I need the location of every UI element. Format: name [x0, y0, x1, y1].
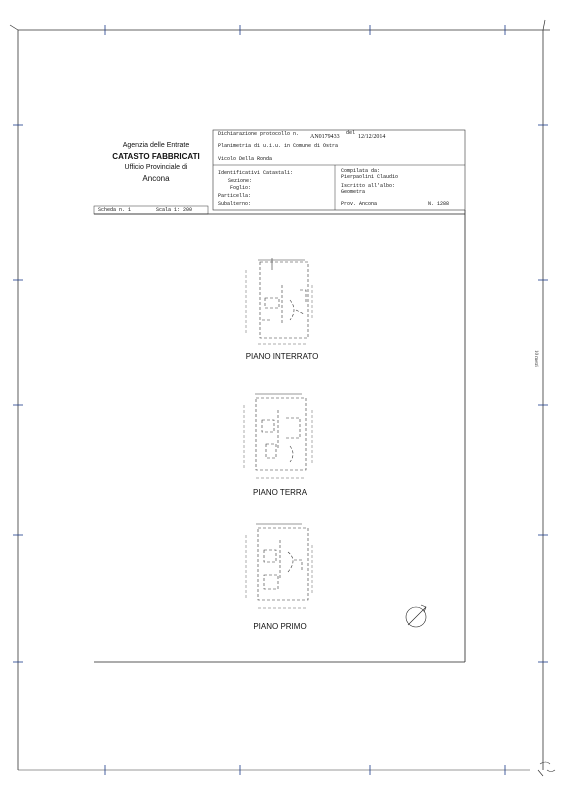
plan-primo-drawing [246, 524, 312, 608]
protocol-number: AN0179433 [310, 134, 340, 140]
subalterno-label: Subalterno: [218, 201, 252, 207]
ufficio-label: Ufficio Provinciale di [124, 164, 188, 171]
register-number: N. 1288 [428, 201, 450, 207]
catasto-title: CATASTO FABBRICATI [112, 152, 200, 161]
protocol-date: 12/12/2014 [358, 134, 386, 140]
plan-interrato-drawing [246, 258, 312, 344]
plan-label-interrato: PIANO INTERRATO [245, 352, 319, 361]
plan-terra-drawing [244, 394, 312, 478]
scale-label: Scala 1: 200 [156, 207, 193, 213]
identifiers-title: Identificativi Catastali: [218, 170, 294, 176]
agency-block [96, 140, 216, 184]
particella-label: Particella: [218, 193, 252, 199]
ufficio-city: Ancona [142, 174, 170, 183]
sezione-label: Sezione: [228, 178, 253, 184]
date-label: del [346, 130, 356, 136]
compilata-label: Compilata da: [341, 168, 381, 174]
protocol-label: Dichiarazione protocollo n. [218, 131, 300, 137]
scale-margin-note: 10 metri [533, 350, 538, 367]
foglio-label: Foglio: [230, 185, 252, 191]
agency-name: Agenzia delle Entrate [122, 142, 190, 149]
profession: Geometra [341, 189, 366, 195]
province-label: Prov. Ancona [341, 201, 378, 207]
planimetry-line: Planimetria di u.i.u. in Comune di Ostra [218, 143, 339, 149]
plan-label-primo: PIANO PRIMO [253, 622, 307, 631]
plan-label-terra: PIANO TERRA [252, 488, 308, 497]
address-line: Vicolo Della Ronda [218, 156, 273, 162]
scheda-label: Scheda n. 1 [98, 207, 132, 213]
iscritto-label: Iscritto all'albo: [341, 183, 396, 189]
compiler-name: Pierpaolini Claudio [341, 174, 399, 180]
north-arrow-icon [406, 605, 426, 627]
